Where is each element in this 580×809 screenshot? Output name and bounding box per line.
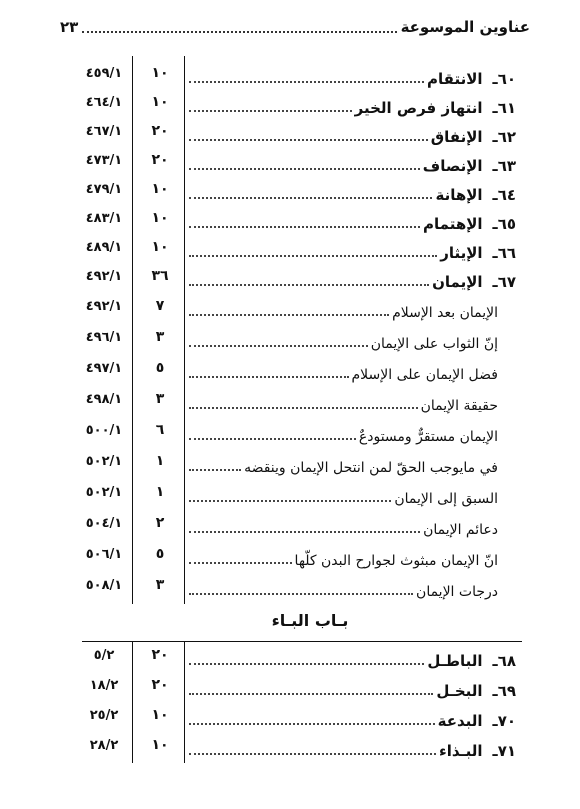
dot-leader bbox=[189, 531, 420, 533]
page-ref: ٥٠٢/١ bbox=[85, 485, 123, 500]
sub-entry-title bbox=[186, 483, 498, 507]
page-ref: ٥٠٢/١ bbox=[85, 454, 123, 469]
item-count: ٢ bbox=[155, 515, 165, 531]
entry-text: دعائم الإيمان bbox=[423, 522, 498, 538]
item-count: ١٠ bbox=[151, 94, 169, 110]
dot-leader bbox=[189, 110, 352, 112]
sub-entry-title bbox=[186, 359, 498, 383]
entry-title bbox=[186, 267, 516, 291]
sub-entry-row bbox=[0, 479, 580, 509]
item-count: ٥ bbox=[155, 546, 165, 562]
item-count: ٢٠ bbox=[151, 677, 169, 693]
dot-leader bbox=[189, 226, 420, 228]
page-ref: ٥٠٠/١ bbox=[85, 423, 123, 438]
item-count: ١٠ bbox=[151, 707, 169, 723]
sub-entry-row bbox=[0, 417, 580, 447]
page-ref: ٤٧٣/١ bbox=[85, 153, 123, 168]
entry-text: انتهاز فرص الخير bbox=[354, 99, 483, 117]
sub-entry-row bbox=[0, 386, 580, 416]
entry-index: ٦٣ـ bbox=[492, 157, 516, 175]
entry-title bbox=[186, 238, 516, 262]
dot-leader bbox=[189, 500, 391, 502]
page-ref: ٤٥٩/١ bbox=[85, 66, 123, 81]
dot-leader bbox=[189, 81, 424, 83]
table-row bbox=[0, 60, 580, 90]
dot-leader bbox=[189, 693, 433, 695]
table-row bbox=[0, 147, 580, 177]
entry-title bbox=[186, 93, 516, 117]
page-ref: ٤٦٤/١ bbox=[85, 95, 123, 110]
page-ref: ٥/٢ bbox=[93, 648, 115, 663]
entry-text: انّ الإيمان مبثوث لجوارح البدن كلّها bbox=[294, 553, 498, 569]
entry-title bbox=[186, 706, 516, 730]
sub-entry-title bbox=[186, 421, 498, 445]
entry-text: الإيمان بعد الإسلام bbox=[392, 305, 498, 321]
entry-title bbox=[186, 736, 516, 760]
table-row bbox=[0, 732, 580, 762]
sub-entry-title bbox=[186, 297, 498, 321]
entry-text: الإهتمام bbox=[423, 215, 483, 233]
entry-text: حقيقة الإيمان bbox=[420, 398, 498, 414]
dot-leader bbox=[189, 139, 428, 141]
page-ref: ٤٧٩/١ bbox=[85, 182, 123, 197]
dot-leader bbox=[189, 593, 413, 595]
page-ref: ٤٩٢/١ bbox=[85, 299, 123, 314]
dot-leader bbox=[189, 284, 429, 286]
sub-entry-title bbox=[186, 452, 498, 476]
item-count: ١ bbox=[155, 484, 165, 500]
entry-text: البخـل bbox=[436, 682, 483, 700]
entry-text: الإهانة bbox=[435, 186, 483, 204]
entry-index: ٦٦ـ bbox=[492, 244, 516, 262]
page-ref: ٤٩٧/١ bbox=[85, 361, 123, 376]
item-count: ٣ bbox=[155, 329, 165, 345]
entry-title bbox=[186, 209, 516, 233]
entry-index: ٦٤ـ bbox=[492, 186, 516, 204]
entry-text: الانتقام bbox=[427, 70, 483, 88]
entry-text: الباطـل bbox=[427, 652, 483, 670]
sub-entry-row bbox=[0, 324, 580, 354]
item-count: ١٠ bbox=[151, 210, 169, 226]
item-count: ٥ bbox=[155, 360, 165, 376]
entry-index: ٦٧ـ bbox=[492, 273, 516, 291]
item-count: ١٠ bbox=[151, 181, 169, 197]
entry-text: السبق إلى الإيمان bbox=[394, 491, 498, 507]
item-count: ٧ bbox=[155, 298, 165, 314]
dot-leader bbox=[189, 753, 436, 755]
dot-leader bbox=[189, 438, 356, 440]
page-ref: ٤٨٩/١ bbox=[85, 240, 123, 255]
entry-text: الإيمان مستقرٌّ ومستودعٌ bbox=[358, 429, 498, 445]
entry-text: الإنصاف bbox=[422, 157, 483, 175]
entry-index: ٦٠ـ bbox=[492, 70, 516, 88]
dot-leader bbox=[189, 663, 424, 665]
dot-leader bbox=[189, 562, 292, 564]
sub-entry-title bbox=[186, 328, 498, 352]
entry-text: الإيثار bbox=[440, 244, 483, 262]
page-ref: ١٨/٢ bbox=[89, 678, 119, 693]
sub-entry-row bbox=[0, 541, 580, 571]
entry-text: درجات الإيمان bbox=[416, 584, 498, 600]
entry-text: في مايوجب الحقّ لمن انتحل الإيمان وينقضه bbox=[244, 460, 498, 476]
dot-leader bbox=[189, 345, 368, 347]
entry-index: ٦٥ـ bbox=[492, 215, 516, 233]
item-count: ١ bbox=[155, 453, 165, 469]
sub-entry-row bbox=[0, 572, 580, 602]
item-count: ١٠ bbox=[151, 737, 169, 753]
item-count: ٦ bbox=[155, 422, 165, 438]
table-row bbox=[0, 672, 580, 702]
table-row bbox=[0, 234, 580, 264]
dot-leader bbox=[189, 407, 418, 409]
sub-entry-title bbox=[186, 576, 498, 600]
item-count: ١٠ bbox=[151, 65, 169, 81]
dot-leader bbox=[189, 197, 432, 199]
sub-entry-title bbox=[186, 390, 498, 414]
entry-text: إنّ الثواب على الإيمان bbox=[370, 336, 498, 352]
page-ref: ٢٥/٢ bbox=[89, 708, 119, 723]
dot-leader bbox=[189, 314, 389, 316]
item-count: ٣ bbox=[155, 391, 165, 407]
dot-leader bbox=[189, 723, 435, 725]
item-count: ١٠ bbox=[151, 239, 169, 255]
page-ref: ٤٩٦/١ bbox=[85, 330, 123, 345]
page-ref: ٥٠٨/١ bbox=[85, 578, 123, 593]
table-row bbox=[0, 89, 580, 119]
page-ref: ٤٩٢/١ bbox=[85, 269, 123, 284]
entry-index: ٧١ـ bbox=[492, 742, 516, 760]
sub-entry-title bbox=[186, 545, 498, 569]
item-count: ٢٠ bbox=[151, 152, 169, 168]
page-ref: ٢٨/٢ bbox=[89, 738, 119, 753]
entry-index: ٧٠ـ bbox=[492, 712, 516, 730]
table-row bbox=[0, 702, 580, 732]
sub-entry-row bbox=[0, 293, 580, 323]
page-ref: ٤٩٨/١ bbox=[85, 392, 123, 407]
item-count: ٣٦ bbox=[151, 268, 169, 284]
entry-text: البـذاء bbox=[439, 742, 483, 760]
table-row bbox=[0, 205, 580, 235]
item-count: ٢٠ bbox=[151, 123, 169, 139]
header-title: عناوين الموسوعة bbox=[400, 18, 530, 36]
entry-title bbox=[186, 64, 516, 88]
entry-index: ٦١ـ bbox=[492, 99, 516, 117]
table-row bbox=[0, 263, 580, 293]
sub-entry-title bbox=[186, 514, 498, 538]
page-header bbox=[60, 12, 530, 42]
table-row bbox=[0, 118, 580, 148]
entry-text: فضل الإيمان على الإسلام bbox=[351, 367, 498, 383]
page-number: ٢٣ bbox=[60, 18, 79, 36]
page-ref: ٥٠٤/١ bbox=[85, 516, 123, 531]
header-dot-leader bbox=[82, 31, 396, 33]
sub-entry-row bbox=[0, 355, 580, 385]
dot-leader bbox=[189, 376, 349, 378]
page-ref: ٤٨٣/١ bbox=[85, 211, 123, 226]
sub-entry-row bbox=[0, 448, 580, 478]
table-row bbox=[0, 176, 580, 206]
dot-leader bbox=[189, 255, 437, 257]
entry-index: ٦٢ـ bbox=[492, 128, 516, 146]
entry-index: ٦٨ـ bbox=[492, 652, 516, 670]
sub-entry-row bbox=[0, 510, 580, 540]
item-count: ٢٠ bbox=[151, 647, 169, 663]
entry-title bbox=[186, 122, 516, 146]
entry-text: الإيمان bbox=[432, 273, 483, 291]
entry-text: الإنفاق bbox=[430, 128, 483, 146]
entry-title bbox=[186, 646, 516, 670]
entry-title bbox=[186, 180, 516, 204]
section-title: بـاب البـاء bbox=[271, 611, 349, 630]
item-count: ٣ bbox=[155, 577, 165, 593]
dot-leader bbox=[189, 168, 420, 170]
entry-title bbox=[186, 676, 516, 700]
entry-text: البدعة bbox=[437, 712, 483, 730]
table-row bbox=[0, 642, 580, 672]
entry-index: ٦٩ـ bbox=[492, 682, 516, 700]
entry-title bbox=[186, 151, 516, 175]
dot-leader bbox=[189, 469, 241, 471]
page-ref: ٥٠٦/١ bbox=[85, 547, 123, 562]
page-ref: ٤٦٧/١ bbox=[85, 124, 123, 139]
